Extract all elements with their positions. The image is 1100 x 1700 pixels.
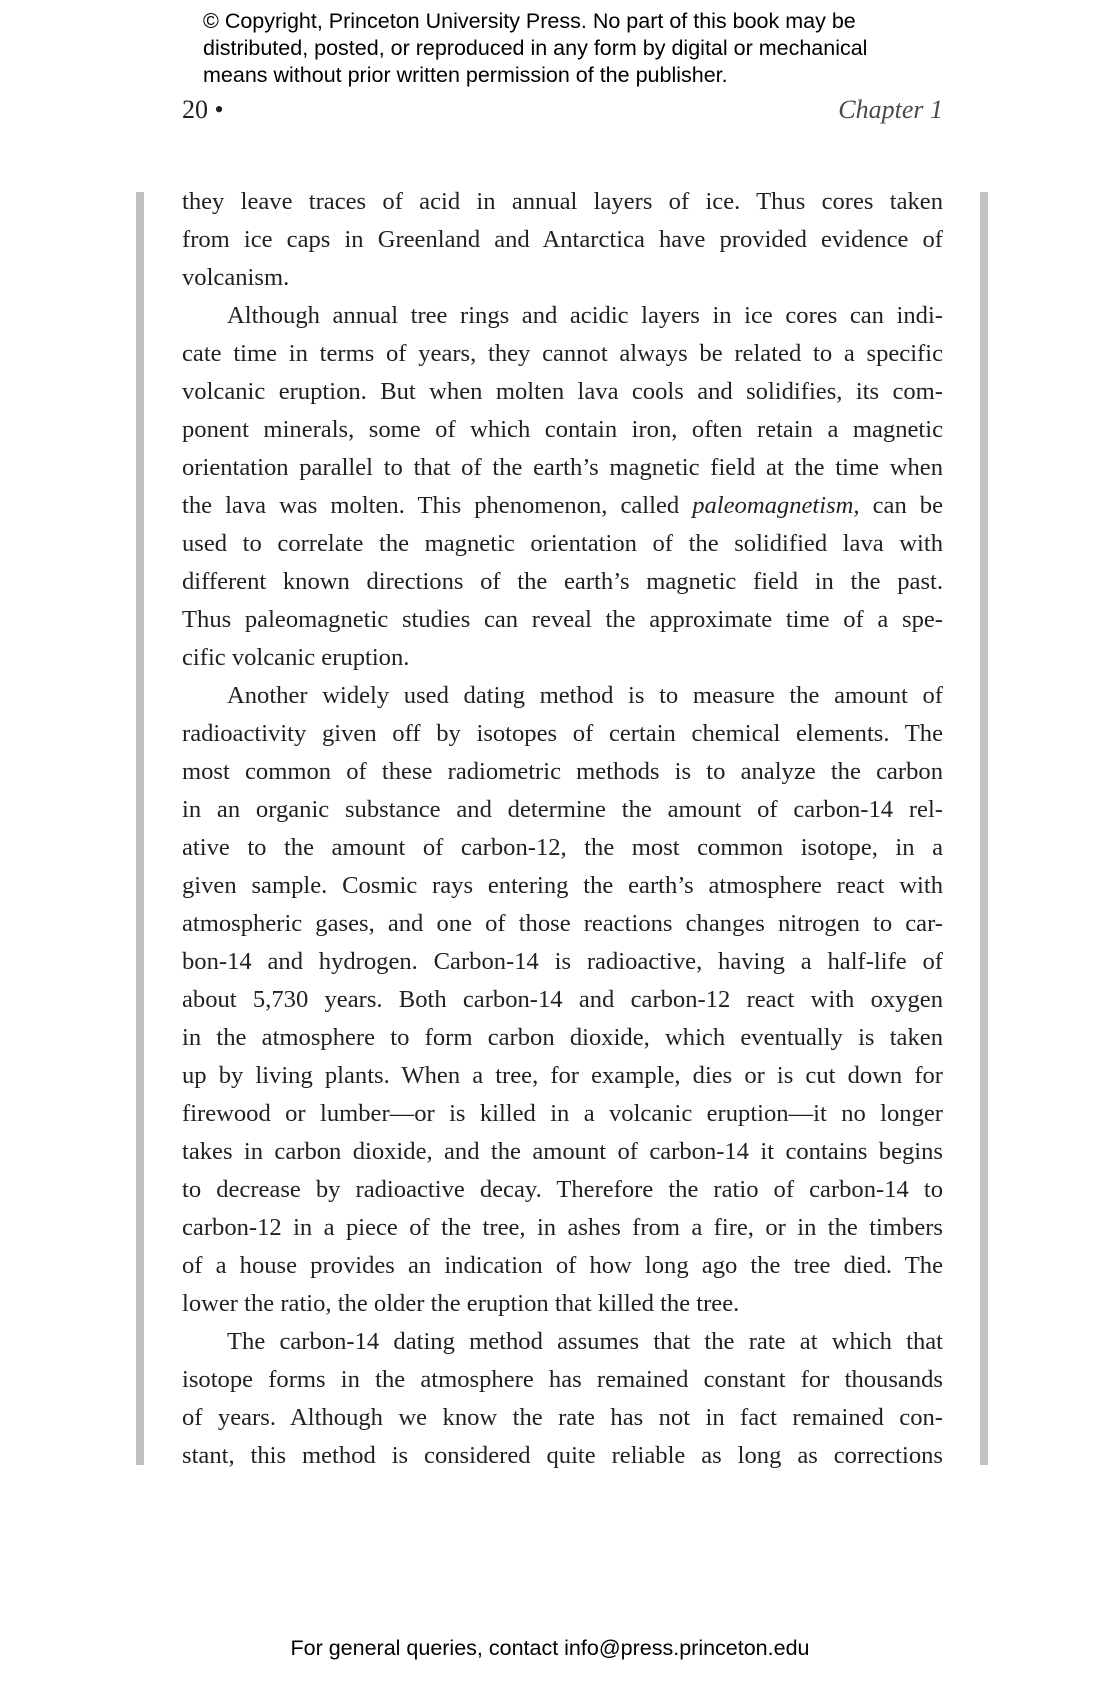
- text-line: given sample. Cosmic rays entering the earth’s atmosphere react with: [182, 872, 943, 899]
- text-line: isotope forms in the atmosphere has remained constant for thousands: [182, 1366, 943, 1393]
- footer-contact: For general queries, contact info@press.princeton.edu: [290, 1636, 810, 1660]
- text-line: Thus paleomagnetic studies can reveal the approximate time of a spe-: [182, 606, 943, 633]
- text-line: of years. Although we know the rate has not in fact remained con-: [182, 1404, 943, 1431]
- text-line: used to correlate the magnetic orientation of the solidified lava with: [182, 530, 943, 557]
- copyright-notice: [203, 8, 963, 89]
- paragraph: [182, 1323, 943, 1475]
- left-margin-bar: [136, 192, 144, 1465]
- text-line: Although annual tree rings and acidic layers in ice cores can indi-: [227, 302, 943, 329]
- text-line: of a house provides an indication of how long ago the tree died. The: [182, 1252, 943, 1279]
- body-text: [182, 183, 943, 1475]
- copyright-line: means without prior written permission of the publisher.: [203, 63, 728, 87]
- paragraph: [182, 677, 943, 1323]
- chapter-label: Chapter 1: [838, 95, 943, 124]
- text-line: ponent minerals, some of which contain iron, often retain a magnetic: [182, 416, 943, 443]
- text-line: ative to the amount of carbon-12, the most common isotope, in a: [182, 834, 943, 861]
- text-line: about 5,730 years. Both carbon-14 and carbon-12 react with oxygen: [182, 986, 943, 1013]
- text-line: volcanism.: [182, 264, 290, 291]
- text-line: the lava was molten. This phenomenon, called paleomagnetism, can be: [182, 492, 943, 519]
- text-line: atmospheric gases, and one of those reactions changes nitrogen to car-: [182, 910, 943, 937]
- text-line: to decrease by radioactive decay. Therefore the ratio of carbon-14 to: [182, 1176, 943, 1203]
- text-line: different known directions of the earth’s magnetic field in the past.: [182, 568, 943, 595]
- text-line: radioactivity given off by isotopes of certain chemical elements. The: [182, 720, 943, 747]
- text-line: stant, this method is considered quite reliable as long as corrections: [182, 1442, 943, 1469]
- text-line: orientation parallel to that of the earth’s magnetic field at the time when: [182, 454, 943, 481]
- text-line: they leave traces of acid in annual layers of ice. Thus cores taken: [182, 188, 943, 215]
- paragraph: [182, 297, 943, 677]
- text-line: up by living plants. When a tree, for example, dies or is cut down for: [182, 1062, 943, 1089]
- copyright-line: distributed, posted, or reproduced in any form by digital or mechanical: [203, 36, 868, 60]
- right-margin-bar: [980, 192, 988, 1465]
- text-line: cific volcanic eruption.: [182, 644, 410, 671]
- text-line: Another widely used dating method is to measure the amount of: [227, 682, 943, 709]
- text-line: from ice caps in Greenland and Antarctica have provided evidence of: [182, 226, 943, 253]
- text-line: takes in carbon dioxide, and the amount of carbon-14 it contains begins: [182, 1138, 943, 1165]
- text-line: carbon-12 in a piece of the tree, in ashes from a fire, or in the timbers: [182, 1214, 943, 1241]
- page-number: 20 •: [182, 95, 224, 124]
- text-line: in an organic substance and determine the amount of carbon-14 rel-: [182, 796, 943, 823]
- text-line: bon-14 and hydrogen. Carbon-14 is radioactive, having a half-life of: [182, 948, 943, 975]
- running-head: [182, 95, 943, 135]
- text-line: volcanic eruption. But when molten lava cools and solidifies, its com-: [182, 378, 943, 405]
- text-line: The carbon-14 dating method assumes that the rate at which that: [227, 1328, 943, 1355]
- text-line: in the atmosphere to form carbon dioxide, which eventually is taken: [182, 1024, 943, 1051]
- text-line: cate time in terms of years, they cannot always be related to a specific: [182, 340, 943, 367]
- text-line: lower the ratio, the older the eruption that killed the tree.: [182, 1290, 740, 1317]
- paragraph: [182, 183, 943, 297]
- italic-term: paleomagnetism,: [692, 492, 860, 519]
- copyright-line: © Copyright, Princeton University Press. No part of this book may be: [203, 9, 856, 33]
- text-line: most common of these radiometric methods is to analyze the carbon: [182, 758, 943, 785]
- text-line: firewood or lumber—or is killed in a volcanic eruption—it no longer: [182, 1100, 943, 1127]
